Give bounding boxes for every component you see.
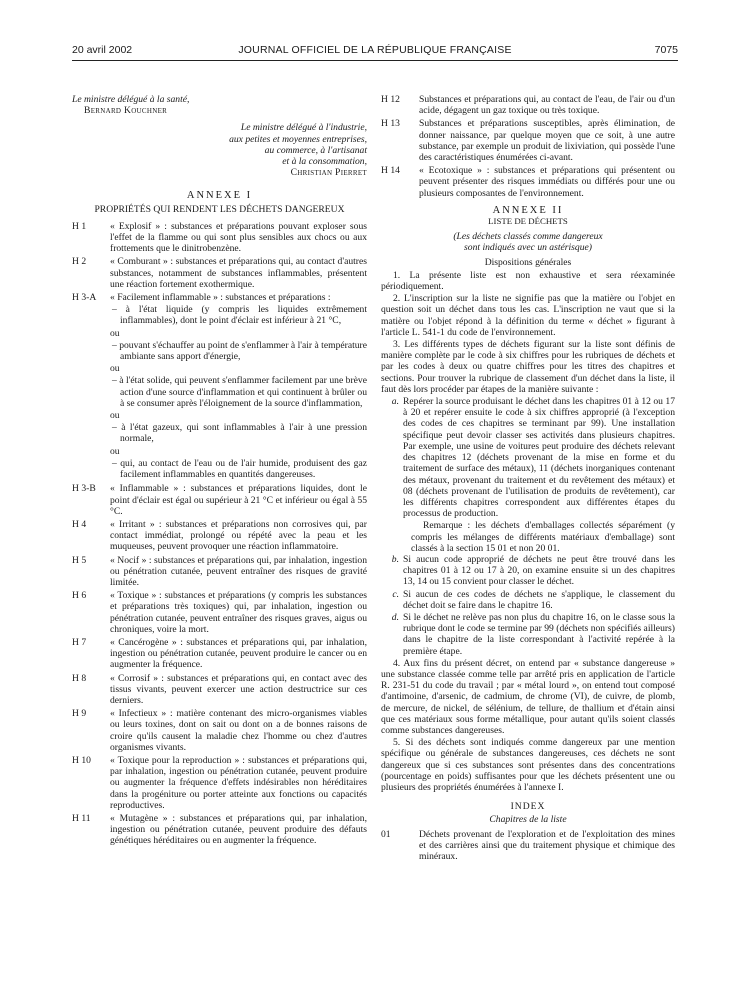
list-text: Si aucun de ces codes de déchets ne s'applique, le classement du déchet doit se faire dans le chapitre 16.	[403, 588, 675, 611]
list-letter: a.	[391, 396, 399, 408]
chapter-01	[381, 829, 675, 863]
property-code: H 11	[72, 812, 91, 824]
signature-name: Bernard Kouchner	[84, 105, 168, 117]
property-code: H 14	[381, 165, 400, 177]
paragraph: 3. Les différents types de déchets figurant sur la liste sont définis de manière complète par le code à six chiffres pour les rubriques de déchets et par les codes à deux ou quatre chiffres pour les titres des chapitres et sections. Pour trouver la rubrique de classement d'un déchet dans la liste, il faut dès lors procéder par étapes de la manière suivante :	[381, 339, 675, 395]
property-h8	[72, 673, 367, 707]
signature-title: Le ministre délégué à la santé,	[72, 94, 190, 105]
property-text: « Explosif » : substances et préparations pouvant exploser sous l'effet de la flamme ou qui sont plus sensibles aux chocs ou aux frottements que le dinitrobenzène.	[110, 220, 367, 255]
property-code: H 4	[72, 518, 87, 530]
property-code: H 5	[72, 554, 87, 566]
property-h9	[72, 708, 367, 753]
property-text: « Corrosif » : substances et préparations qui, en contact avec des tissus vivants, peuvent exercer une action destructrice sur ces derniers.	[110, 672, 367, 706]
list-text: Repérer la source produisant le déchet dans les chapitres 01 à 12 ou 17 à 20 et repérer ensuite le code à six chiffres approprié (à l'exception des codes de ces chapitres se terminant par 99). Une installation spécifique peut devoir classer ses activités dans plusieurs chapitres. Par exemple, une usine de voitures peut produire des déchets relevant des chapitres 12 (déchets provenant de la mise en forme et du traitement de surface des métaux), 11 (déchets inorganiques contenant des métaux, provenant du traitement et du revêtement des métaux) et 08 (déchets provenant de l'utilisation de produits de revêtement), car les différents chapitres correspondent aux différentes étapes du processus de production.	[403, 396, 675, 520]
property-bullet: – qui, au contact de l'eau ou de l'air humide, produisent des gaz facilement inflammables en quantités dangereuses.	[112, 457, 367, 481]
property-h7	[72, 637, 367, 671]
property-h6	[72, 590, 367, 635]
property-or: ou	[110, 410, 120, 422]
property-h10	[72, 755, 367, 811]
property-code: H 6	[72, 590, 87, 602]
signature-line: Le ministre délégué à l'industrie,	[240, 122, 367, 134]
annexe-ii-note: sont indiqués avec un astérisque)	[464, 242, 592, 254]
property-code: H 3-B	[72, 483, 96, 495]
property-or: ou	[110, 363, 120, 375]
list-letter: b.	[391, 553, 399, 565]
list-text: Si le déchet ne relève pas non plus du chapitre 16, on le classe sous la rubrique dont le code se termine par 99 (déchets non spécifiés ailleurs) dans le chapitre de la liste correspondant à l'activité repérée à la première étape.	[403, 611, 675, 657]
annexe-ii-subtitle: LISTE DE DÉCHETS	[488, 216, 568, 227]
property-text: « Nocif » : substances et préparations qui, par inhalation, ingestion ou pénétration cutanée, peuvent entraîner des risques de gravité limitée.	[110, 554, 367, 588]
property-text: Substances et préparations qui, au contact de l'eau, de l'air ou d'un acide, dégagent un gaz toxique ou très toxique.	[419, 94, 675, 117]
property-code: H 1	[72, 220, 87, 232]
property-text: « Toxique pour la reproduction » : substances et préparations qui, par inhalation, ingestion ou pénétration cutanée, peuvent produire ou augmenter la fréquence d'effets indésirables non héréditaires dans la progéniture ou porter atteinte aux fonctions ou capacités reproductives.	[110, 754, 367, 811]
signature-line: et à la consommation,	[282, 156, 367, 168]
property-h5	[72, 555, 367, 589]
property-text: « Infectieux » : matière contenant des micro-organismes viables ou leurs toxines, dont on sait ou dont on a de bonnes raisons de croire qu'ils causent la maladie chez l'homme ou chez d'autres organismes vivants.	[110, 708, 367, 753]
paragraph: 2. L'inscription sur la liste ne signifie pas que la matière ou l'objet en question soit un déchet dans tous les cas. L'inscription ne vaut que si la matière ou l'objet répond à la définition du terme « déchet » figurant à l'article L. 541-1 du code de l'environnement.	[381, 293, 675, 338]
property-h11	[72, 813, 367, 847]
property-h1	[72, 221, 367, 255]
paragraph: 1. La présente liste est non exhaustive et sera réexaminée périodiquement.	[381, 269, 675, 293]
section-heading: Dispositions générales	[484, 256, 572, 268]
paragraph: 5. Si des déchets sont indiqués comme dangereux par une mention spécifique ou générale de substances dangereuses, ces déchets ne sont dangereux que si ces substances sont présentes dans des concentrations (pourcentage en poids) suffisantes pour que les déchets présentent une ou plusieurs des propriétés énumérées à l'annexe I.	[381, 737, 675, 793]
property-h3b	[72, 483, 367, 517]
property-or: ou	[110, 327, 120, 339]
property-text: « Toxique » : substances et préparations (y compris les substances et préparations très toxiques) qui, par inhalation, ingestion ou pénétration cutanée, peuvent entraîner des risques graves, aigus ou chroniques, voire la mort.	[110, 590, 367, 635]
property-bullet: – à l'état solide, qui peuvent s'enflammer facilement par une brève action d'une source d'inflammation et qui continuent à brûler ou à se consumer après l'éloignement de la source d'inflammation,	[112, 375, 367, 409]
left-column	[72, 94, 367, 849]
list-letter: c.	[392, 588, 399, 600]
index-heading: INDEX	[510, 801, 546, 813]
property-text: « Facilement inflammable » : substances et préparations :	[110, 292, 331, 304]
property-code: H 13	[381, 118, 400, 130]
property-h13	[381, 118, 675, 163]
property-bullet: – à l'état liquide (y compris les liquides extrêmement inflammables), dont le point d'éclair est inférieur à 21 °C,	[112, 304, 367, 327]
property-bullet: – à l'état gazeux, qui sont inflammables à l'air à une pression normale,	[112, 422, 367, 445]
property-text: « Irritant » : substances et préparations non corrosives qui, par contact immédiat, prolongé ou répété avec la peau et les muqueuses, peuvent provoquer une réaction inflammatoire.	[110, 518, 367, 553]
header-page-number: 7075	[654, 44, 678, 56]
property-text: « Comburant » : substances et préparations qui, au contact d'autres substances, notamment de substances inflammables, présentent une réaction fortement exothermique.	[110, 256, 367, 290]
property-h12	[381, 94, 675, 116]
property-code: H 12	[381, 94, 400, 105]
property-h3a	[72, 292, 367, 481]
signature-health	[72, 94, 367, 116]
property-text: « Inflammable » : substances et préparations liquides, dont le point d'éclair est égal ou supérieur à 21 °C et inférieur ou égal à 55 °C.	[110, 483, 367, 517]
chapter-code: 01	[381, 828, 391, 840]
property-text: « Cancérogène » : substances et préparations qui, par inhalation, ingestion ou pénétration cutanée, peuvent produire le cancer ou en augmenter la fréquence.	[110, 636, 367, 671]
property-or: ou	[110, 445, 120, 457]
list-item	[381, 612, 675, 657]
property-text: Substances et préparations susceptibles, après élimination, de donner naissance, par quelque moyen que ce soit, à une autre substance, par exemple un produit de lixiviation, qui possède l'une des caractéristiques énumérées ci-avant.	[419, 118, 675, 164]
property-bullet: – pouvant s'échauffer au point de s'enflammer à l'air à température ambiante sans apport d'énergie,	[112, 339, 367, 363]
remark: Remarque : les déchets d'emballages collectés séparément (y compris les mélanges de différents matériaux d'emballage) sont classés à la section 15 01 et non 20 01.	[411, 520, 675, 554]
list-letter: d.	[391, 611, 399, 623]
property-h2	[72, 256, 367, 290]
property-text: « Mutagène » : substances et préparations qui, par inhalation, ingestion ou pénétration cutanée, peuvent produire des défauts génétiques héréditaires ou en augmenter la fréquence.	[110, 812, 367, 847]
property-h14	[381, 165, 675, 199]
list-item	[381, 589, 675, 611]
property-code: H 8	[72, 672, 87, 684]
list-item	[381, 396, 675, 519]
signature-industry	[72, 122, 367, 178]
signature-line: au commerce, à l'artisanat	[264, 144, 367, 156]
property-h4	[72, 519, 367, 553]
annexe-i-title: ANNEXE I	[186, 190, 253, 202]
property-code: H 10	[72, 754, 91, 766]
paragraph: 4. Aux fins du présent décret, on entend par « substance dangereuse » une substance classée comme telle par arrêté pris en application de l'article R. 231-51 du code du travail ; par « métal lourd », on entend tout composé d'antimoine, d'arsenic, de cadmium, de chrome (VI), de cuivre, de plomb, de mercure, de nickel, de sélénium, de tellure, de thallium et d'étain ainsi que ces matériaux sous forme métallique, pour autant qu'ils soient classés comme substances dangereuses.	[381, 657, 675, 736]
page-header	[72, 44, 678, 61]
right-column	[381, 94, 675, 864]
chapters-heading: Chapitres de la liste	[489, 814, 567, 826]
property-code: H 3-A	[72, 292, 97, 304]
property-code: H 9	[72, 708, 87, 720]
annexe-ii-note: (Les déchets classés comme dangereux	[453, 231, 603, 243]
list-item	[381, 554, 675, 588]
property-code: H 7	[72, 636, 87, 648]
header-date: 20 avril 2002	[72, 44, 133, 56]
signature-line: aux petites et moyennes entreprises,	[229, 133, 367, 145]
chapter-text: Déchets provenant de l'exploration et de l'exploitation des mines et des carrières ainsi que du traitement physique et chimique des minéraux.	[419, 828, 675, 862]
property-code: H 2	[72, 256, 87, 268]
list-text: Si aucun code approprié de déchets ne peut être trouvé dans les chapitres 01 à 12 ou 17 à 20, on examine ensuite si un des chapitres 13, 14 ou 15 convient pour classer le déchet.	[403, 553, 675, 588]
signature-name: Christian Pierret	[290, 167, 367, 179]
header-title: JOURNAL OFFICIEL DE LA RÉPUBLIQUE FRANÇAISE	[238, 44, 512, 56]
property-text: « Ecotoxique » : substances et préparations qui présentent ou peuvent présenter des risques immédiats ou différés pour une ou plusieurs composantes de l'environnement.	[419, 165, 675, 199]
annexe-i-subtitle: PROPRIÉTÉS QUI RENDENT LES DÉCHETS DANGEREUX	[94, 203, 345, 215]
annexe-ii-title: ANNEXE II	[492, 204, 564, 216]
